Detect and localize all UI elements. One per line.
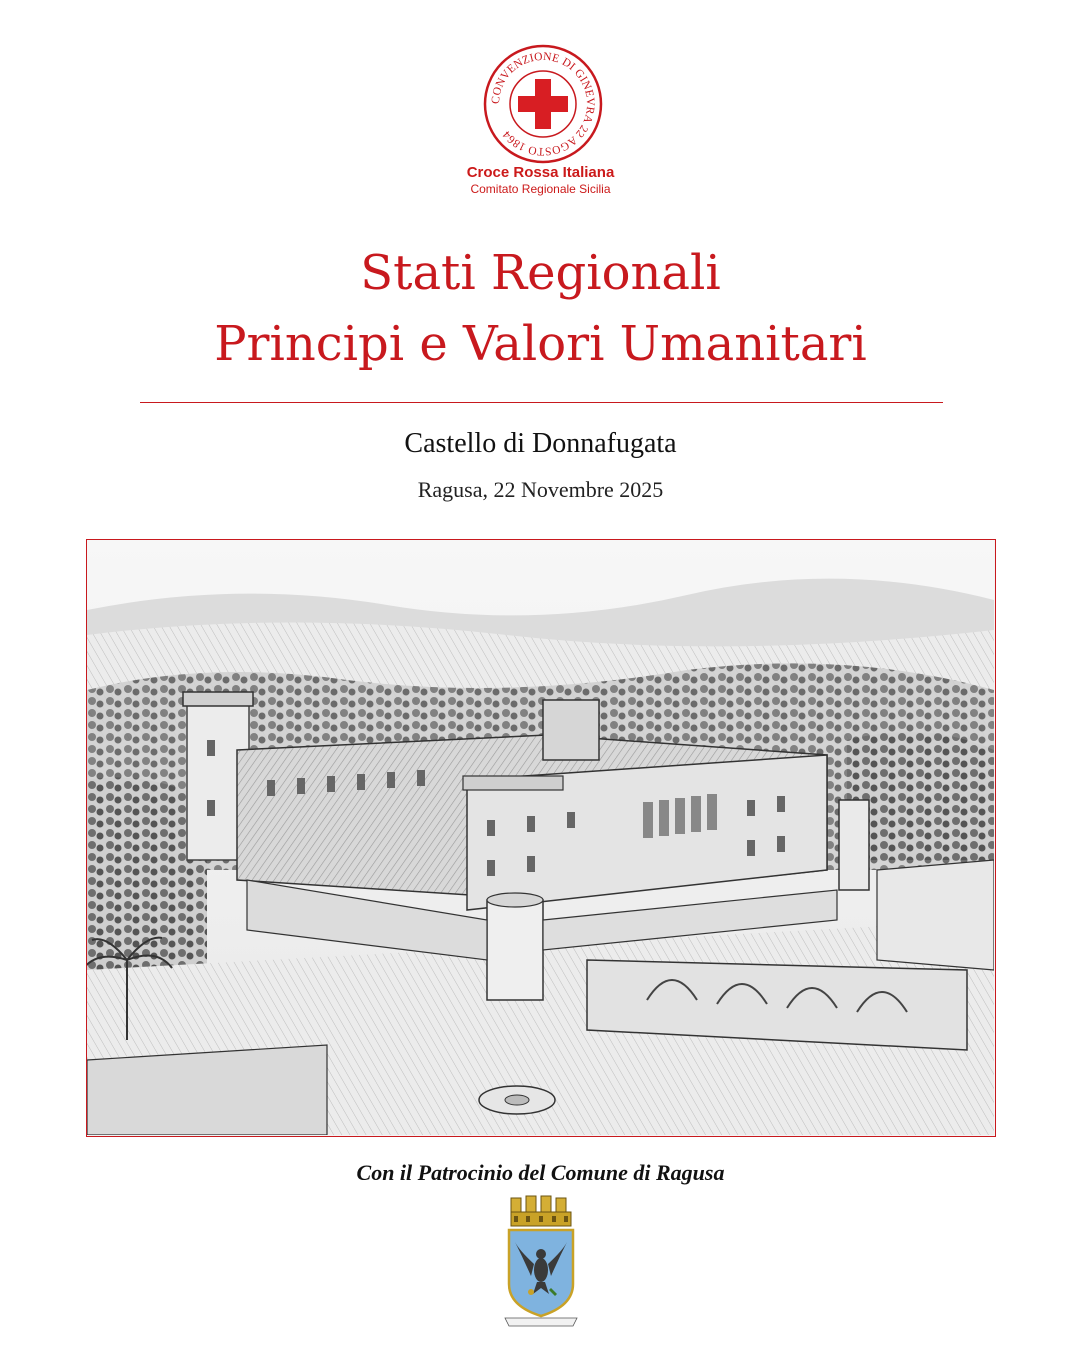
- event-title-line2: Principi e Valori Umanitari: [214, 316, 867, 372]
- patronage-text: Con il Patrocinio del Comune di Ragusa: [356, 1160, 725, 1185]
- castle-illustration: [86, 539, 996, 1137]
- red-cross-emblem-icon: [482, 43, 604, 165]
- event-city-date: Ragusa, 22 Novembre 2025: [417, 477, 664, 502]
- ragusa-coat-of-arms-icon: [501, 1192, 581, 1328]
- svg-text:CONVENZIONE DI GINEVRA 22 AGOS: CONVENZIONE DI GINEVRA 22 AGOSTO 1864: [489, 50, 597, 158]
- event-venue: Castello di Donnafugata: [404, 428, 677, 459]
- title-divider: [140, 402, 943, 403]
- event-title-line1: Stati Regionali: [360, 245, 721, 301]
- organization-committee: Comitato Regionale Sicilia: [470, 182, 611, 196]
- organization-name: Croce Rossa Italiana: [466, 164, 615, 181]
